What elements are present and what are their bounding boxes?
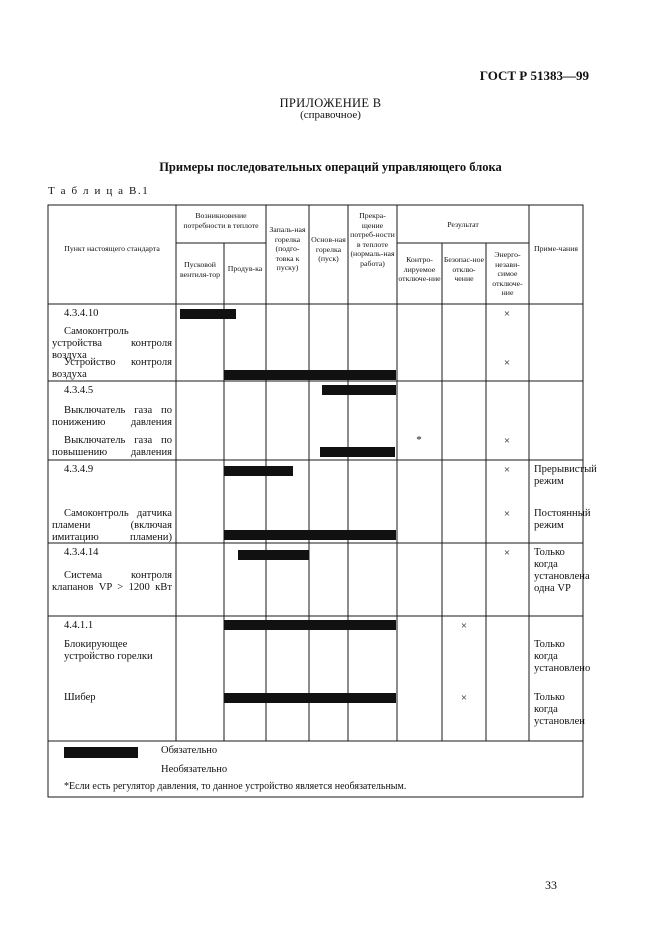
- mark-safety-r9: ×: [460, 692, 468, 704]
- row-label-air-selfcheck: Самоконтроль устройства контроля воздуха: [52, 326, 172, 361]
- header-fan: Пусковой вентиля-тор: [179, 260, 221, 279]
- header-result: Результат: [447, 220, 479, 229]
- mark-independent-r4: ×: [503, 435, 511, 447]
- bar-mandatory: [322, 385, 396, 395]
- row-num-4-3-4-5: 4.3.4.5: [64, 385, 94, 396]
- row-label-flame-selfcheck: Самоконтроль датчика пламени (включая имитацию пламени): [52, 508, 172, 543]
- bar-mandatory: [320, 447, 395, 457]
- header-ignition: Запаль-ная горелка (подго-товка к пуску): [269, 225, 306, 273]
- mark-independent-r7: ×: [503, 547, 511, 559]
- row-num-4-3-4-10: 4.3.4.10: [64, 308, 99, 319]
- header-independent: Энерго-незави-симое отключе-ние: [492, 250, 523, 298]
- header-main: Основ-ная горелка (пуск): [311, 235, 346, 264]
- row-label-damper: Шибер: [64, 692, 96, 703]
- mark-independent-r1: ×: [503, 308, 511, 320]
- legend-optional-label: Необязательно: [161, 764, 228, 775]
- legend-footnote: *Если есть регулятор давления, то данное устройство является необязательным.: [64, 781, 407, 792]
- header-purge: Продув-ка: [227, 264, 263, 273]
- note-installed: Только когда установлено: [534, 639, 591, 674]
- header-controlled: Контро-лируемое отключе-ние: [398, 255, 441, 284]
- document-code: ГОСТ Р 51383—99: [479, 68, 589, 83]
- bar-mandatory: [224, 620, 396, 630]
- section-heading: Примеры последовательных операций управляющего блока: [159, 160, 502, 174]
- mark-safety-r8: ×: [460, 620, 468, 632]
- header-safety: Безопас-ное отклю-чение: [443, 255, 485, 284]
- row-label-air-device: Устройство контроля воздуха: [52, 357, 172, 380]
- note-continuous: Постоянный режим: [534, 508, 591, 531]
- bar-mandatory: [180, 309, 236, 319]
- row-num-4-4-1-1: 4.4.1.1: [64, 620, 94, 631]
- row-num-4-3-4-14: 4.3.4.14: [64, 547, 99, 558]
- header-stop: Прекра-щение потреб-ности в теплоте (нормаль-ная работа): [350, 211, 395, 268]
- row-label-gas-high-pressure: Выключатель газа по повышению давления: [52, 435, 172, 458]
- table-label: Т а б л и ц а В.1: [48, 185, 150, 197]
- mark-independent-r2: ×: [503, 357, 511, 369]
- mark-controlled-r4: *: [416, 434, 422, 446]
- bar-mandatory: [224, 693, 396, 703]
- note-installed-damper: Только когда установлен: [534, 692, 585, 727]
- note-one-vp: Только когда установлена одна VP: [534, 547, 590, 594]
- header-point: Пункт настоящего стандарта: [64, 244, 160, 253]
- mark-independent-r5: ×: [503, 464, 511, 476]
- row-label-gas-low-pressure: Выключатель газа по понижению давления: [52, 405, 172, 428]
- header-demand: Возникновение потребности в теплоте: [183, 211, 259, 230]
- header-notes: Приме-чания: [533, 244, 578, 253]
- row-num-4-3-4-9: 4.3.4.9: [64, 464, 94, 475]
- row-label-valve-control: Система контроля клапанов VP > 1200 кВт: [52, 570, 172, 593]
- bar-mandatory: [238, 550, 309, 560]
- bar-mandatory: [224, 530, 396, 540]
- legend-mandatory-label: Обязательно: [161, 745, 218, 756]
- legend-mandatory-swatch: [64, 747, 138, 758]
- row-label-burner-lock: Блокирующее устройство горелки: [64, 639, 153, 662]
- bar-mandatory: [224, 466, 293, 476]
- mark-independent-r6: ×: [503, 508, 511, 520]
- page-number: 33: [545, 878, 557, 892]
- bar-mandatory: [224, 370, 396, 380]
- note-intermittent: Прерывистый режим: [534, 464, 597, 487]
- appendix-title: ПРИЛОЖЕНИЕ В: [279, 96, 382, 110]
- appendix-subtitle: (справочное): [300, 109, 361, 121]
